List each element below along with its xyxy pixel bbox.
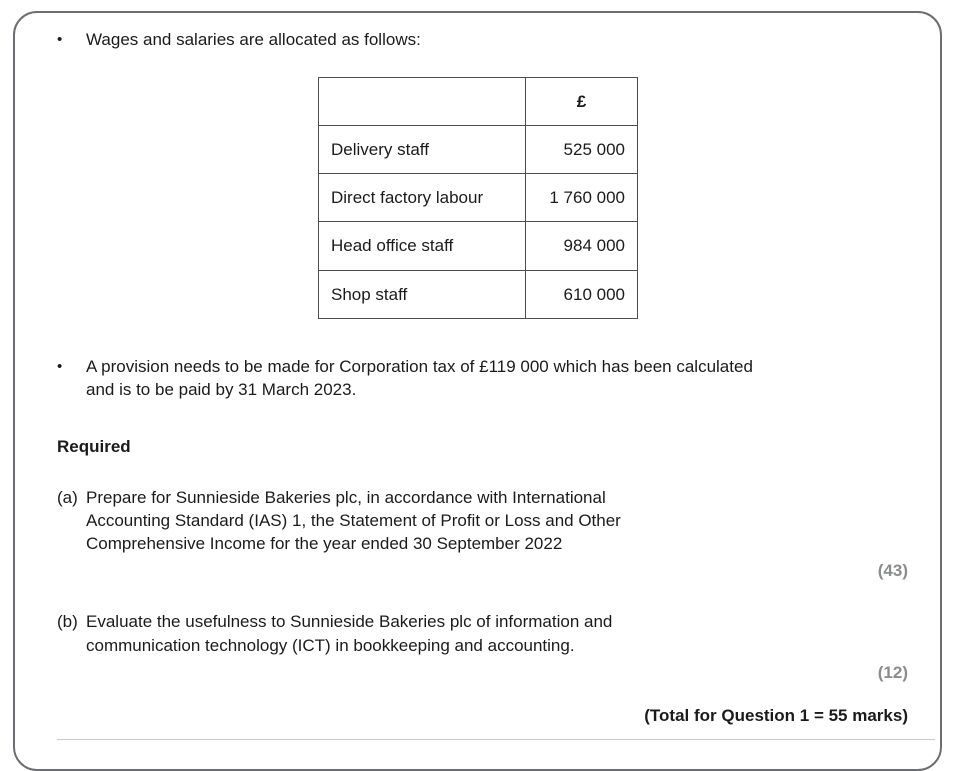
bullet-icon: • bbox=[57, 31, 63, 48]
row-value: 1 760 000 bbox=[526, 174, 638, 222]
row-value: 984 000 bbox=[526, 222, 638, 270]
row-label: Direct factory labour bbox=[319, 174, 526, 222]
row-value: 610 000 bbox=[526, 270, 638, 318]
table-row bbox=[319, 270, 638, 318]
total-marks-line: (Total for Question 1 = 55 marks) bbox=[644, 705, 908, 725]
question-b-text: Evaluate the usefulness to Sunnieside Bakeries plc of information and communication technology (ICT) in bookkeeping and accounting. bbox=[86, 612, 613, 655]
row-value: 525 000 bbox=[526, 126, 638, 174]
table-header-row bbox=[319, 78, 638, 126]
row-label: Shop staff bbox=[319, 270, 526, 318]
row-label: Head office staff bbox=[319, 222, 526, 270]
table-header-empty-cell bbox=[319, 78, 526, 126]
corporation-tax-bullet-text: A provision needs to be made for Corporation tax of £119 000 which has been calculated and is to be paid by 31 March 2023. bbox=[86, 356, 753, 399]
table-row bbox=[319, 222, 638, 270]
required-heading: Required bbox=[57, 436, 131, 456]
wages-bullet-text: Wages and salaries are allocated as follows: bbox=[86, 30, 421, 49]
table-header-currency: £ bbox=[526, 78, 638, 126]
question-b-label: (b) bbox=[57, 612, 78, 632]
bullet-item-wages bbox=[57, 28, 908, 51]
question-a bbox=[57, 486, 908, 555]
wages-allocation-table bbox=[318, 77, 638, 319]
question-b-marks: (12) bbox=[877, 662, 908, 682]
bottom-divider bbox=[57, 739, 935, 740]
question-a-label: (a) bbox=[57, 487, 78, 507]
bullet-item-corporation-tax bbox=[57, 355, 908, 401]
table-row bbox=[319, 174, 638, 222]
table-row bbox=[319, 126, 638, 174]
question-a-marks: (43) bbox=[877, 561, 908, 581]
bullet-icon: • bbox=[57, 357, 63, 375]
question-b bbox=[57, 610, 908, 656]
row-label: Delivery staff bbox=[319, 126, 526, 174]
question-a-text: Prepare for Sunnieside Bakeries plc, in accordance with International Accounting Standard (IAS) 1, the Statement of Profit or Loss and Other Comprehensive Income for the year ended 30 September 2022 bbox=[86, 487, 621, 554]
exam-question-content bbox=[57, 28, 908, 740]
